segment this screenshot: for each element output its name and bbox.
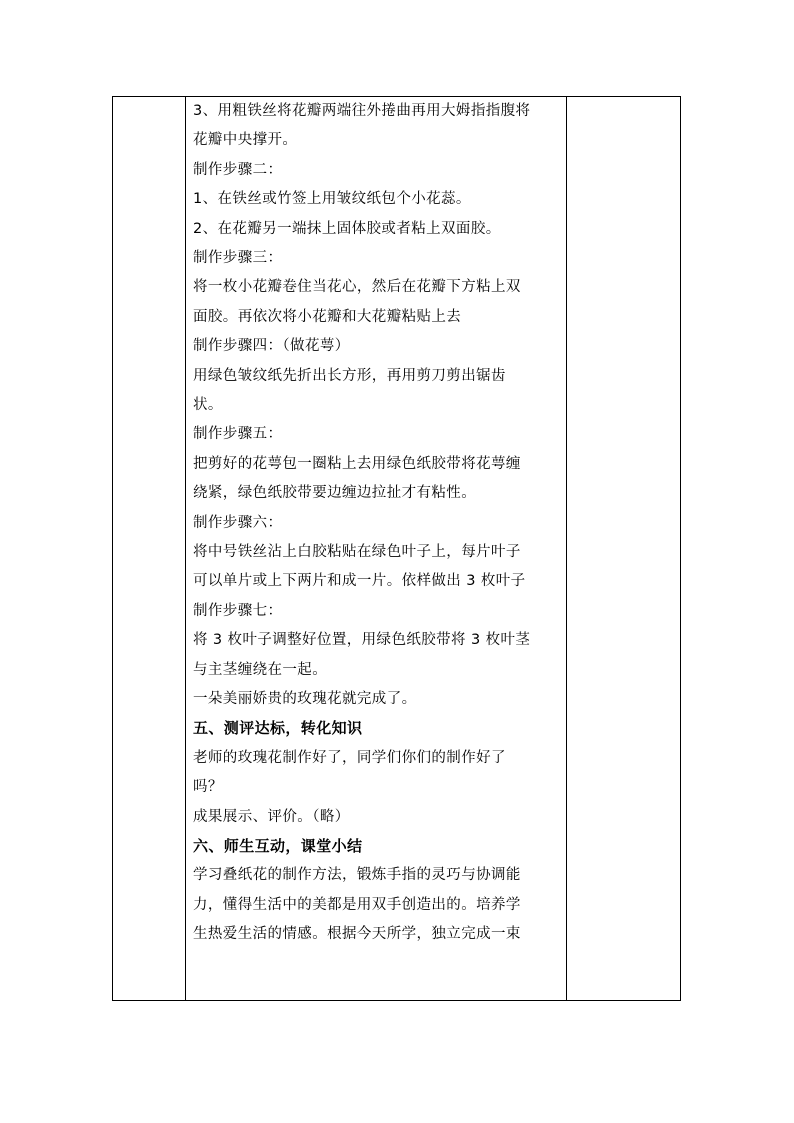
text-line: 3、用粗铁丝将花瓣两端往外捲曲再用大姆指指腹将	[193, 103, 531, 119]
text-line: 将中号铁丝沾上白胶粘贴在绿色叶子上，每片叶子	[193, 544, 521, 560]
text-line: 制作步骤六：	[193, 514, 283, 531]
text-line: 学习叠纸花的制作方法，锻炼手指的灵巧与协调能	[193, 867, 521, 884]
text-line: 将一枚小花瓣卷住当花心，然后在花瓣下方粘上双	[193, 279, 521, 296]
text-line: 制作步骤四：（做花萼）	[193, 338, 350, 355]
text-line: 2、在花瓣另一端抹上固体胶或者粘上双面胶。	[193, 220, 501, 237]
text-line: 将 3 枚叶子调整好位置，用绿色纸胶带将 3 枚叶茎	[193, 632, 531, 649]
text-line: 制作步骤七：	[193, 602, 283, 619]
text-line: 用绿色皱纹纸先折出长方形，再用剪刀剪出锯齿	[193, 367, 506, 384]
text-line: 绕紧，绿色纸胶带要边缠边拉扯才有粘性。	[193, 485, 477, 502]
text-line: 生热爱生活的情感。根据今天所学，独立完成一束	[193, 926, 521, 943]
text-line: 制作步骤二：	[193, 161, 283, 178]
text-line: 力，懂得生活中的美都是用双手创造出的。培养学	[193, 896, 521, 913]
left-column-divider	[185, 97, 186, 1000]
text-line: 1、在铁丝或竹签上用皱纹纸包个小花蕊。	[193, 191, 471, 208]
section-heading: 六、师生互动，课堂小结	[193, 837, 363, 855]
text-line: 与主茎缠绕在一起。	[193, 661, 328, 678]
text-line: 制作步骤三：	[193, 250, 283, 266]
text-line: 把剪好的花萼包一圈粘上去用绿色纸胶带将花萼缠	[193, 455, 521, 472]
text-line: 制作步骤五：	[193, 426, 283, 443]
text-line: 花瓣中央撑开。	[193, 132, 298, 149]
text-line: 一朵美丽娇贵的玫瑰花就完成了。	[193, 691, 417, 707]
text-line: 可以单片或上下两片和成一片。依样做出 3 枚叶子	[193, 573, 526, 590]
right-column-divider	[566, 97, 567, 1000]
lesson-table	[112, 96, 681, 1001]
text-line: 面胶。再依次将小花瓣和大花瓣粘贴上去	[193, 308, 462, 325]
text-line: 状。	[193, 397, 223, 413]
section-heading: 五、测评达标，转化知识	[193, 719, 363, 738]
text-line: 吗？	[193, 779, 223, 796]
text-line: 老师的玫瑰花制作好了，同学们你们的制作好了	[193, 749, 506, 766]
text-line: 成果展示、评价。（略）	[193, 808, 350, 825]
